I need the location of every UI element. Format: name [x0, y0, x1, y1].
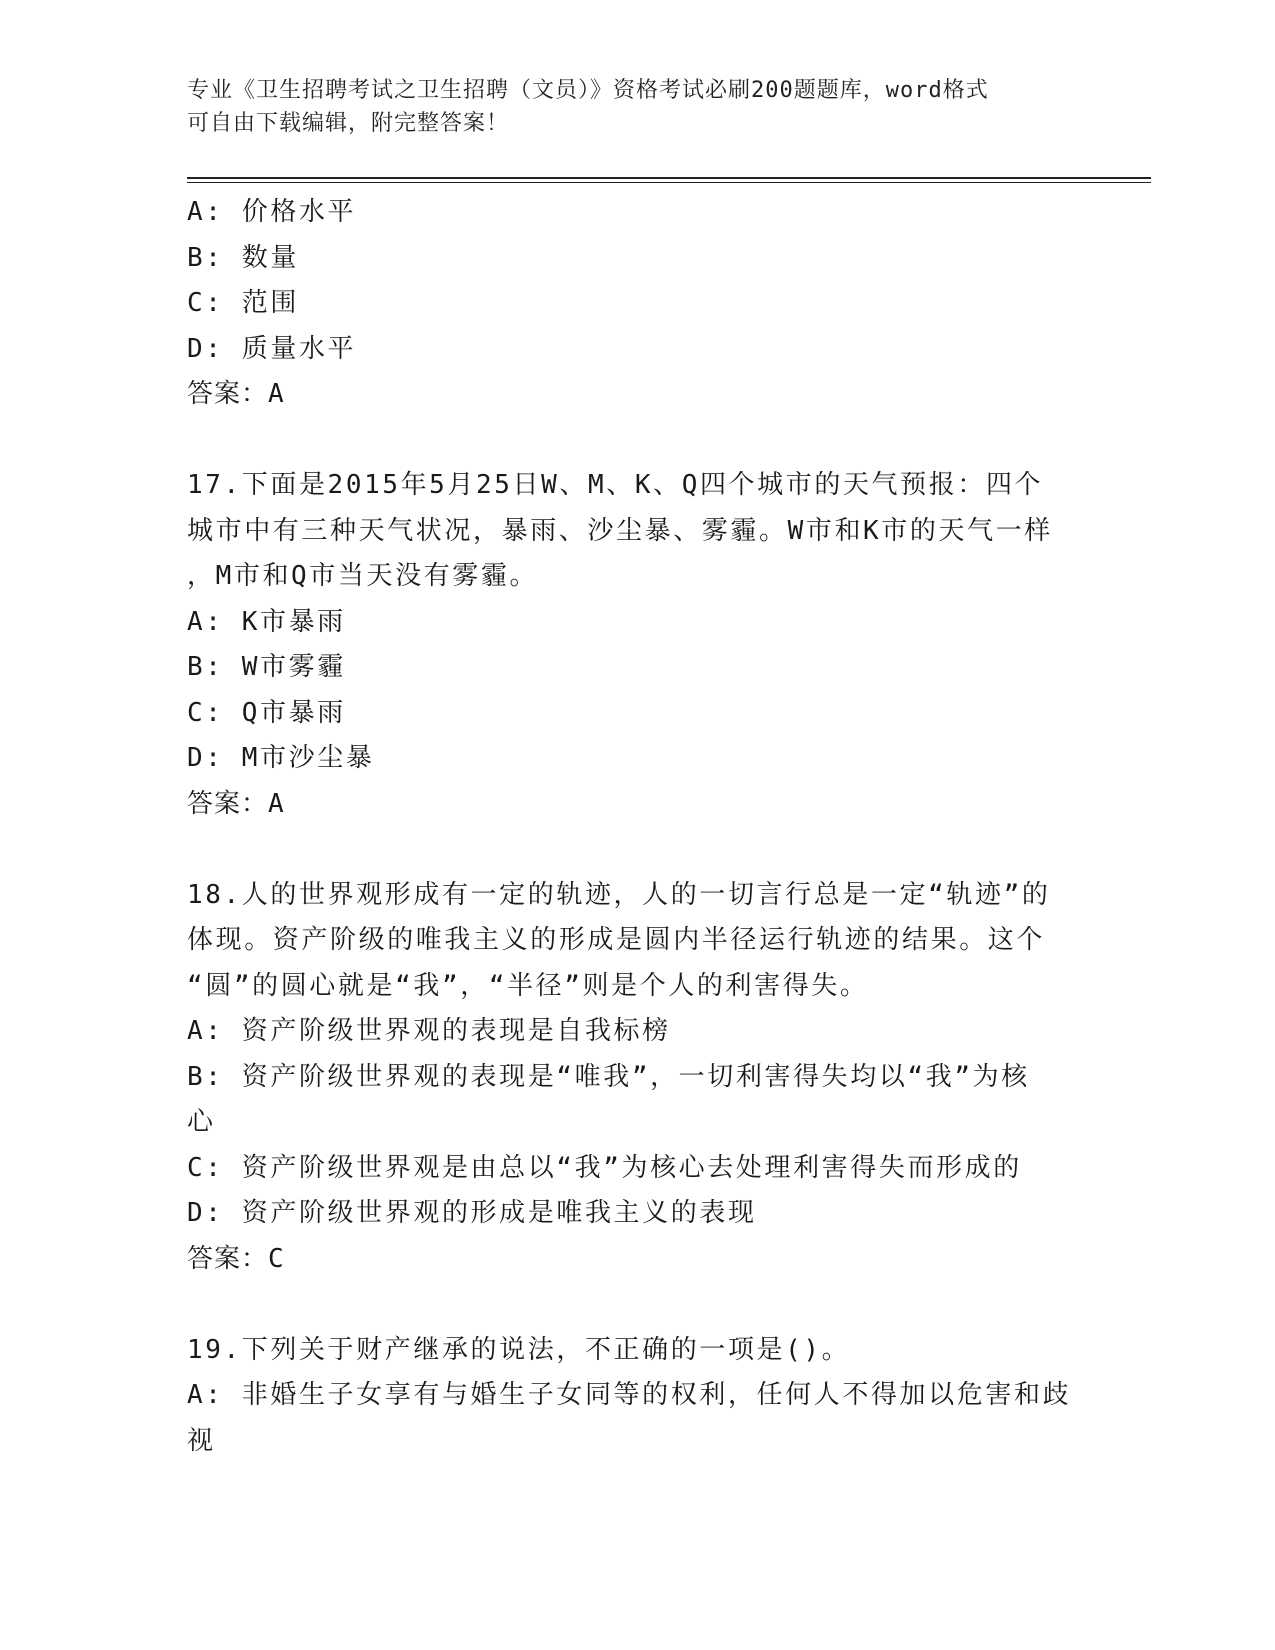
option-d: D: M市沙尘暴	[187, 743, 375, 773]
question-18	[187, 873, 1087, 1283]
option-a: A: 非婚生子女享有与婚生子女同等的权利，任何人不得加以危害和歧	[187, 1380, 1072, 1410]
question-19	[187, 1328, 1087, 1465]
page-header	[187, 74, 1067, 140]
question-17	[187, 463, 1087, 827]
option-b-continued: 心	[187, 1107, 216, 1137]
option-a-continued: 视	[187, 1425, 216, 1456]
question-list	[187, 190, 1087, 1464]
option-c: C: 范围	[187, 288, 299, 318]
answer: 答案：C	[187, 1243, 285, 1274]
question-stem-line: 17.下面是2015年5月25日W、M、K、Q四个城市的天气预报：四个	[187, 470, 1044, 500]
option-d: D: 资产阶级世界观的形成是唯我主义的表现	[187, 1198, 757, 1228]
question-16	[187, 190, 1087, 418]
header-rule-thick	[187, 177, 1151, 179]
header-rule-thin	[187, 182, 1151, 183]
option-b: B: 数量	[187, 242, 299, 273]
option-b: B: 资产阶级世界观的表现是“唯我”，一切利害得失均以“我”为核	[187, 1061, 1030, 1092]
header-line-2: 可自由下载编辑，附完整答案！	[187, 111, 510, 136]
question-stem-line: 18.人的世界观形成有一定的轨迹，人的一切言行总是一定“轨迹”的	[187, 879, 1051, 910]
question-stem-line: 体现。资产阶级的唯我主义的形成是圆内半径运行轨迹的结果。这个	[187, 925, 1046, 955]
question-stem-line: 19.下列关于财产继承的说法，不正确的一项是()。	[187, 1334, 851, 1365]
option-b: B: W市雾霾	[187, 652, 346, 682]
option-c: C: Q市暴雨	[187, 697, 346, 728]
answer: 答案：A	[187, 379, 285, 409]
option-a: A: 价格水平	[187, 197, 357, 227]
option-d: D: 质量水平	[187, 333, 357, 364]
option-a: A: K市暴雨	[187, 606, 346, 637]
header-line-1: 专业《卫生招聘考试之卫生招聘（文员）》资格考试必刷200题题库，word格式	[187, 78, 989, 103]
answer: 答案：A	[187, 788, 285, 819]
question-stem-line: 城市中有三种天气状况，暴雨、沙尘暴、雾霾。W市和K市的天气一样	[187, 515, 1053, 546]
question-stem-line: ，M市和Q市当天没有雾霾。	[187, 561, 539, 591]
option-c: C: 资产阶级世界观是由总以“我”为核心去处理利害得失而形成的	[187, 1152, 1022, 1183]
option-a: A: 资产阶级世界观的表现是自我标榜	[187, 1016, 671, 1046]
question-stem-line: “圆”的圆心就是“我”，“半径”则是个人的利害得失。	[187, 970, 869, 1001]
